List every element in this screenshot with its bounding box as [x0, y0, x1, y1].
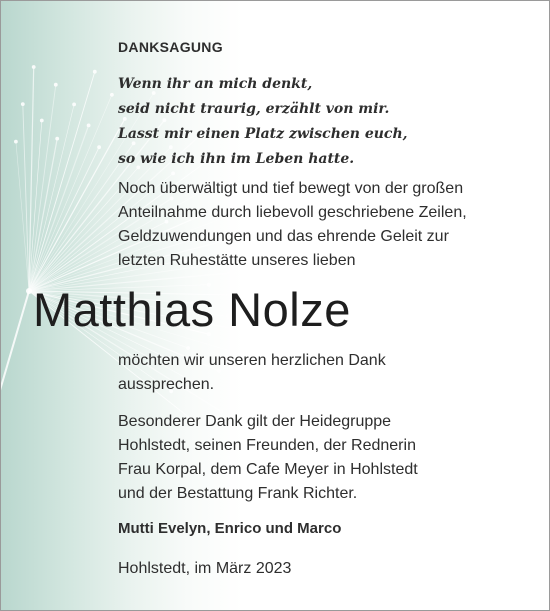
thanks-paragraph — [118, 349, 386, 397]
intro-line: Geldzuwendungen und das ehrende Geleit zur — [118, 228, 449, 245]
intro-line: Anteilnahme durch liebevoll geschriebene Zeilen, — [118, 204, 467, 221]
intro-line: Noch überwältigt und tief bewegt von der großen — [118, 180, 464, 197]
intro-paragraph — [118, 177, 467, 273]
thanks-line: möchten wir unseren herzlichen Dank — [118, 352, 386, 369]
special-thanks-line: Besonderer Dank gilt der Heidegruppe — [118, 413, 392, 430]
deceased-name: Matthias Nolze — [33, 283, 351, 336]
poem-line: so wie ich ihn im Leben hatte. — [118, 151, 355, 167]
poem-line: Wenn ihr an mich denkt, — [118, 76, 313, 92]
special-thanks-paragraph — [118, 410, 418, 506]
special-thanks-line: und der Bestattung Frank Richter. — [118, 485, 358, 502]
signatories: Mutti Evelyn, Enrico und Marco — [118, 520, 342, 537]
poem — [118, 72, 408, 172]
thanks-line: aussprechen. — [118, 376, 215, 393]
poem-line: seid nicht traurig, erzählt von mir. — [118, 101, 390, 117]
place-and-date: Hohlstedt, im März 2023 — [118, 560, 292, 577]
special-thanks-line: Hohlstedt, seinen Freunden, der Rednerin — [118, 437, 416, 454]
special-thanks-line: Frau Korpal, dem Cafe Meyer in Hohlstedt — [118, 461, 418, 478]
notice-heading: DANKSAGUNG — [118, 39, 223, 55]
intro-line: letzten Ruhestätte unseres lieben — [118, 252, 356, 269]
poem-line: Lasst mir einen Platz zwischen euch, — [118, 126, 408, 142]
